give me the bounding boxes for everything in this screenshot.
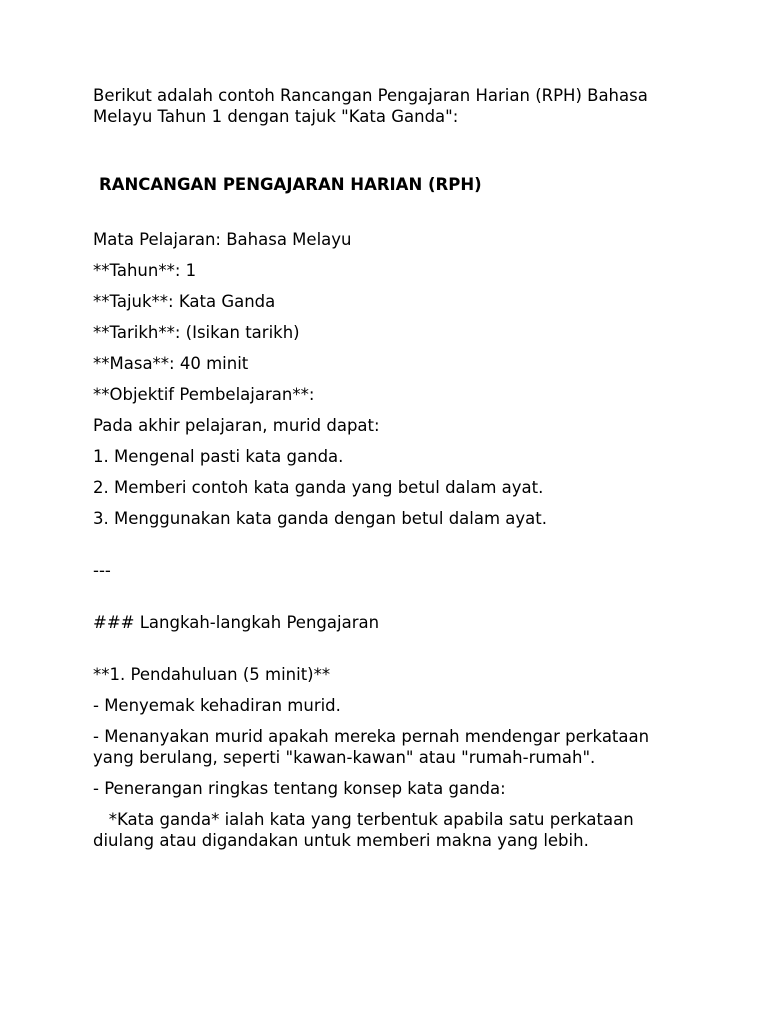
objectives-intro: Pada akhir pelajaran, murid dapat:	[93, 416, 380, 435]
field-year: **Tahun**: 1	[93, 261, 197, 280]
objective-item-2: 2. Memberi contoh kata ganda yang betul dalam ayat.	[93, 478, 544, 497]
field-duration: **Masa**: 40 minit	[93, 354, 249, 373]
document-title: RANCANGAN PENGAJARAN HARIAN (RPH)	[99, 175, 482, 194]
field-objectives-label: **Objektif Pembelajaran**:	[93, 385, 315, 404]
section-heading: ### Langkah-langkah Pengajaran	[93, 613, 380, 632]
separator: ---	[93, 561, 111, 580]
field-subject: Mata Pelajaran: Bahasa Melayu	[93, 230, 352, 249]
bullet-item-1: - Menyemak kehadiran murid.	[93, 696, 341, 715]
definition-paragraph: *Kata ganda* ialah kata yang terbentuk apabila satu perkataan diulang atau digandakan untuk memberi makna yang lebih.	[93, 810, 639, 850]
step-title: **1. Pendahuluan (5 minit)**	[93, 665, 331, 684]
bullet-item-2: - Menanyakan murid apakah mereka pernah mendengar perkataan yang berulang, seperti "kawan-kawan" atau "rumah-rumah".	[93, 727, 655, 767]
document-page	[93, 85, 683, 851]
field-date: **Tarikh**: (Isikan tarikh)	[93, 323, 300, 342]
bullet-item-3: - Penerangan ringkas tentang konsep kata ganda:	[93, 779, 506, 798]
objective-item-1: 1. Mengenal pasti kata ganda.	[93, 447, 344, 466]
field-topic: **Tajuk**: Kata Ganda	[93, 292, 276, 311]
objective-item-3: 3. Menggunakan kata ganda dengan betul dalam ayat.	[93, 509, 548, 528]
intro-paragraph: Berikut adalah contoh Rancangan Pengajaran Harian (RPH) Bahasa Melayu Tahun 1 dengan tajuk "Kata Ganda":	[93, 86, 654, 126]
